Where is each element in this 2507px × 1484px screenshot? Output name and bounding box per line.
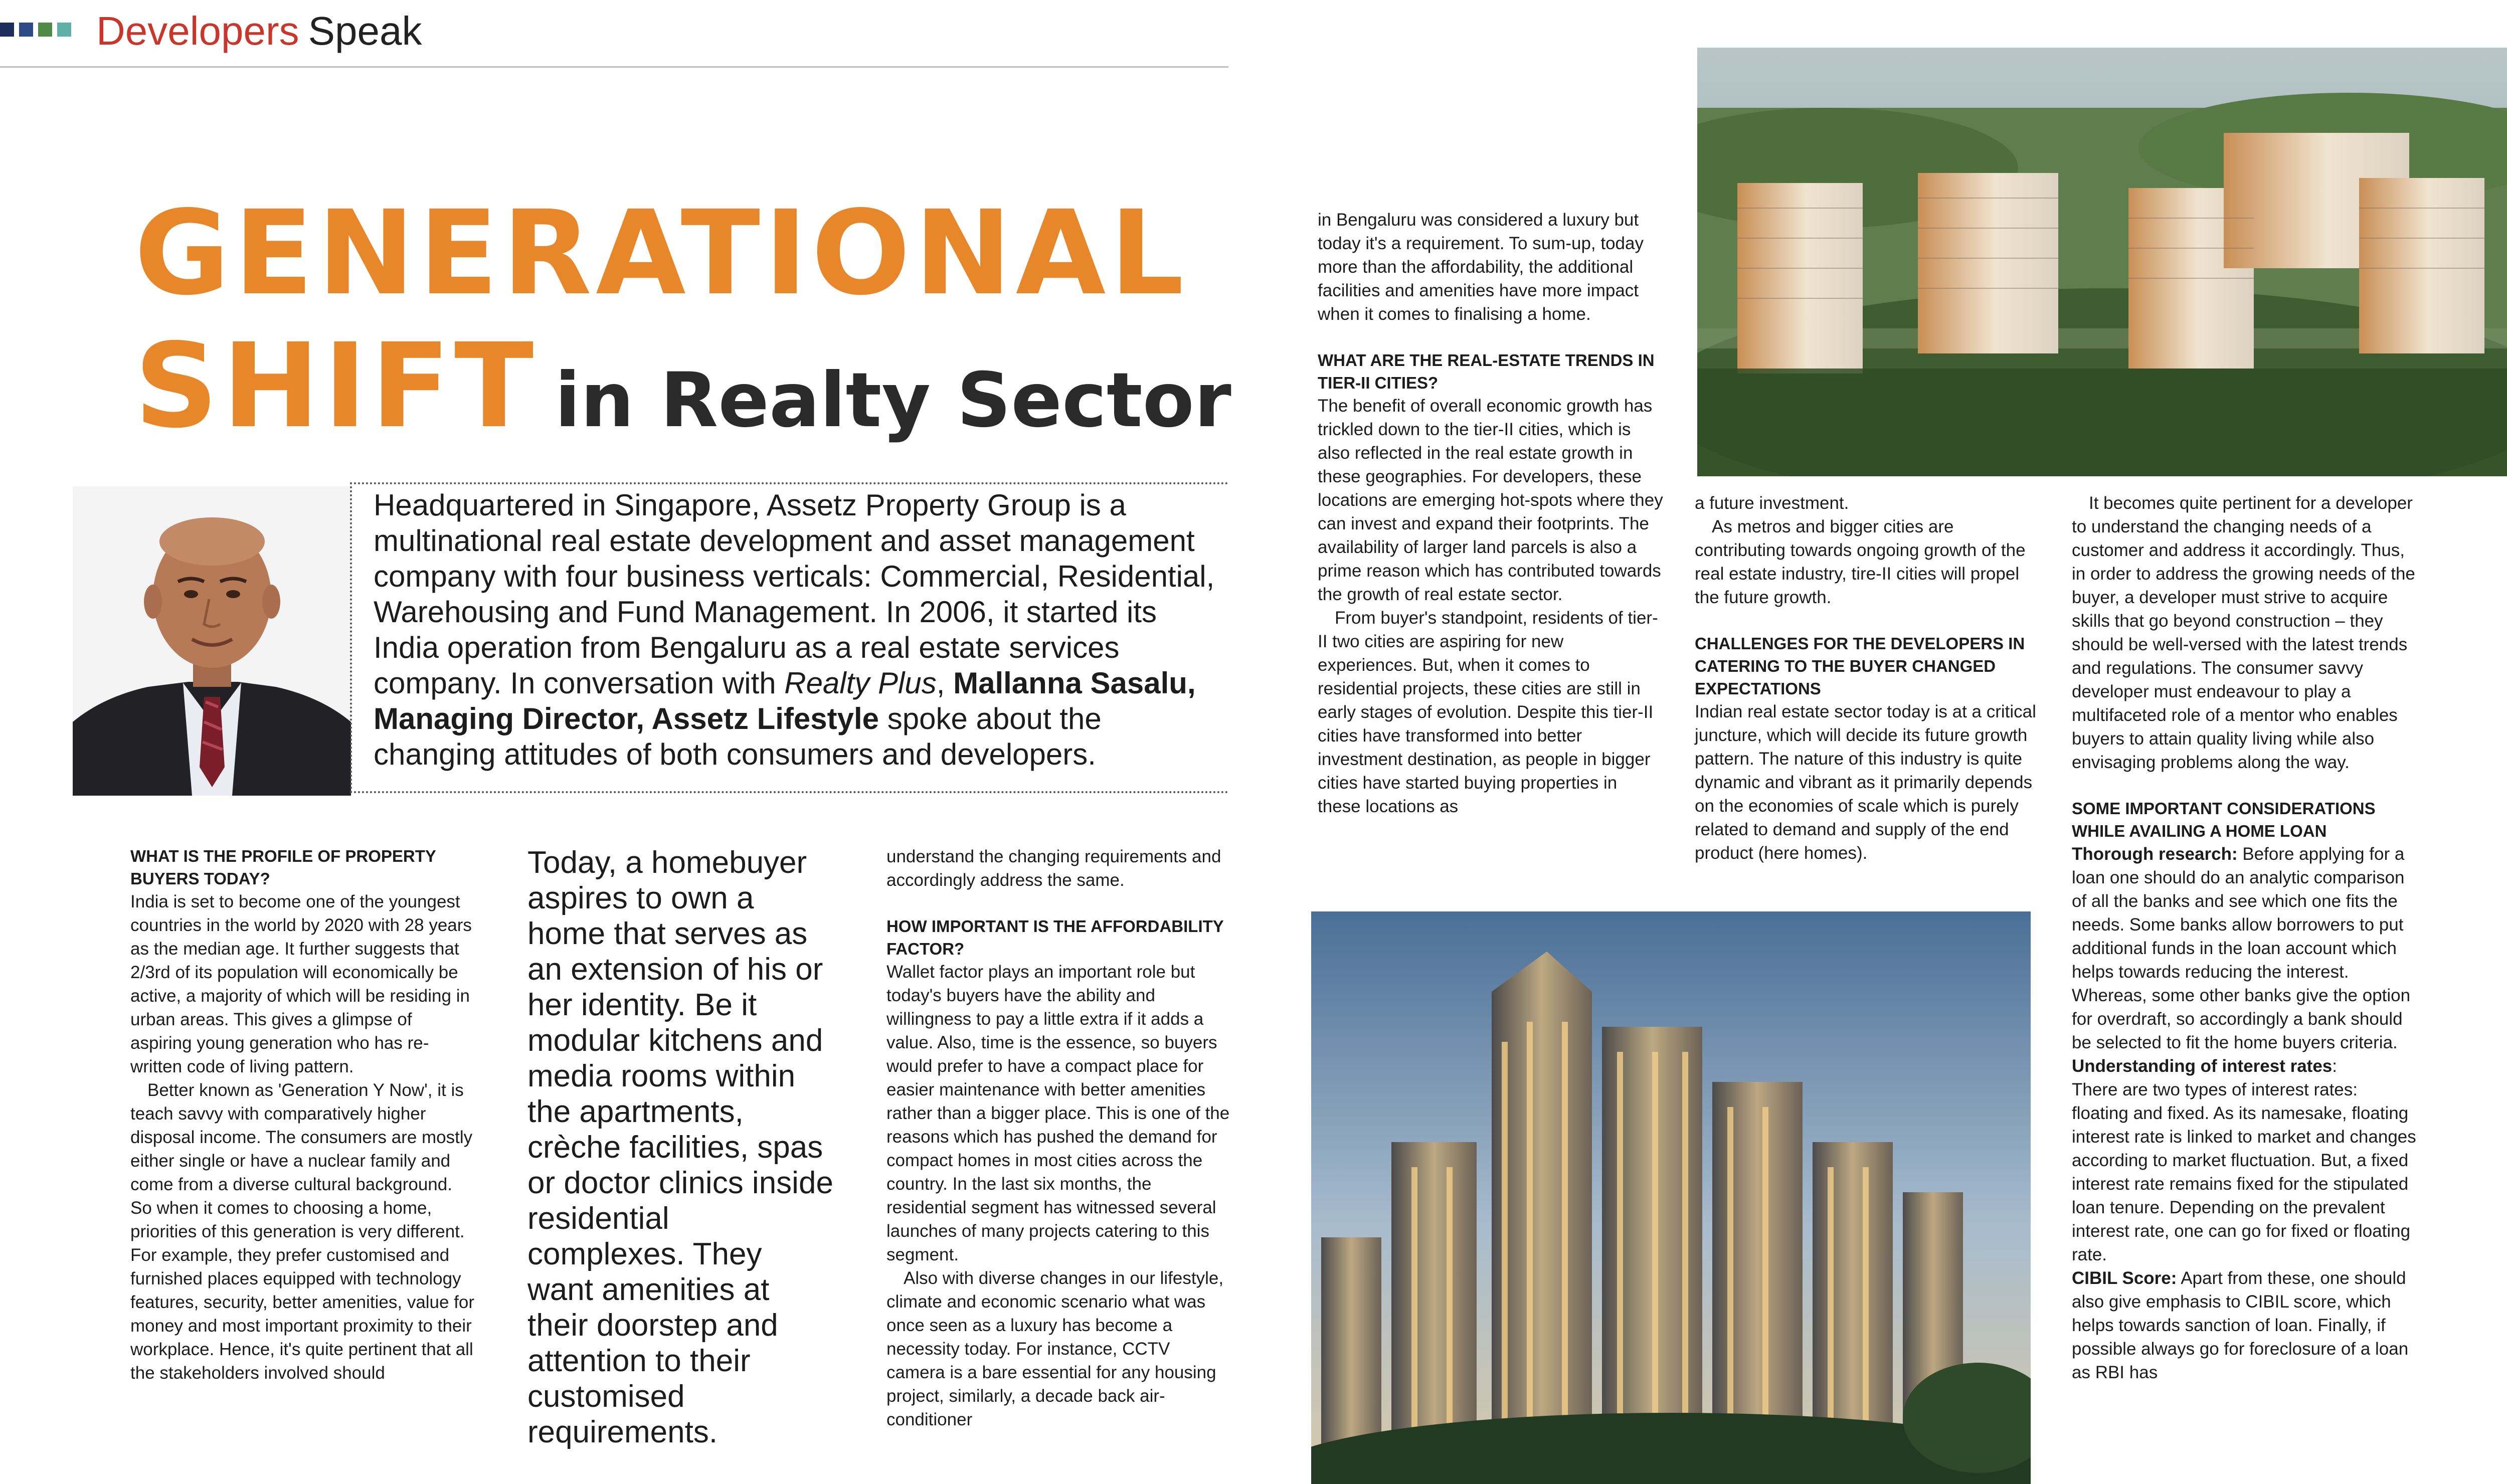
- square-1: [0, 23, 14, 37]
- aerial-township-photo: [1697, 48, 2507, 476]
- paragraph: From buyer's standpoint, residents of tier-II two cities are aspiring for new experiences. But, when it comes to residential projects, these cities are still in early stages of evolution. Despite this tier-II cities have transformed into better investment destination, as people in bigger cities have started buying properties in these locations as: [1318, 608, 1658, 816]
- paragraph: a future investment.: [1695, 493, 1849, 513]
- paragraph: in Bengaluru was considered a luxury but today it's a requirement. To sum-up, today more than the affordability, the additional facilities and amenities have more impact when it comes to finalising a home.: [1318, 210, 1644, 324]
- paragraph: Wallet factor plays an important role but today's buyers have the ability and willingness to pay a little extra if it adds a value. Also, time is the essence, so buyers would prefer to have a compact place for easier maintenance with better amenities rather than a bigger place. This is one of the reasons which has pushed the demand for compact homes in most cities across the country. In the last six months, the residential segment has witnessed several launches of many projects catering to this segment.: [886, 962, 1230, 1264]
- section-label-secondary: Speak: [308, 9, 422, 53]
- headline-subtitle: in Realty Sector: [555, 357, 1231, 444]
- article-column-6: [2072, 491, 2418, 1384]
- paragraph: Also with diverse changes in our lifestyle, climate and economic scenario what was once seen as a luxury has become a necessity today. For instance, CCTV camera is a bare essential for any housing project, similarly, a decade back air-conditioner: [886, 1268, 1224, 1429]
- intro-text-3: spoke about the changing attitudes of both consumers and developers.: [374, 702, 1102, 771]
- runin-cibil: CIBIL Score:: [2072, 1268, 2177, 1288]
- square-4: [57, 23, 71, 37]
- question-home-loan: SOME IMPORTANT CONSIDERATIONS WHILE AVAILING A HOME LOAN: [2072, 799, 2376, 840]
- cibil-text: Apart from these, one should also give emphasis to CIBIL score, which helps towards sanction of loan. Finally, if possible always go for foreclosure of a loan as RBI has: [2072, 1268, 2409, 1382]
- paragraph: As metros and bigger cities are contributing towards ongoing growth of the real estate industry, tire-II cities will propel the future growth.: [1695, 517, 2026, 607]
- headline-shift: SHIFT: [134, 318, 538, 454]
- article-column-4: [1318, 208, 1664, 818]
- intro-interviewee: Mallanna Sasalu, Managing Director, Assetz Lifestyle: [374, 666, 1196, 735]
- paragraph: The benefit of overall economic growth has trickled down to the tier-II cities, which is also reflected in the real estate growth in these geographies. For developers, these locations are emerging hot-spots where they can invest and expand their footprints. The availability of larger land parcels is also a prime reason which has contributed towards the growth of real estate sector.: [1318, 396, 1663, 604]
- headline-line2: [134, 318, 1231, 454]
- research-text: Before applying for a loan one should do an analytic comparison of all the banks and see which one fits the needs. Some banks allow borrowers to put additional funds in the loan account which helps towards reducing the interest. Whereas, some other banks give the option for overdraft, so accordingly a bank should be selected to fit the home buyers criteria.: [2072, 844, 2411, 1052]
- question-tier-ii: WHAT ARE THE REAL-ESTATE TRENDS IN TIER-II CITIES?: [1318, 351, 1655, 392]
- interest-colon: :: [2332, 1056, 2337, 1076]
- paragraph: [2072, 842, 2418, 1054]
- article-column-5: [1695, 491, 2041, 865]
- paragraph: [2072, 1266, 2418, 1384]
- paragraph: India is set to become one of the youngest countries in the world by 2020 with 28 years as the median age. It further suggests that 2/3rd of its population will economically be active, a majority of which will be residing in urban areas. This gives a glimpse of aspiring young generation who has re-written code of living pattern.: [130, 892, 472, 1076]
- pull-quote: Today, a homebuyer aspires to own a home that serves as an extension of his or her identity. Be it modular kitchens and media rooms within the apartments, crèche facilities, spas or doctor clinics inside residential complexes. They want amenities at their doorstep and attention to their customised requirements.: [527, 845, 833, 1449]
- question-affordability: HOW IMPORTANT IS THE AFFORDABILITY FACTOR?: [886, 917, 1224, 958]
- square-3: [38, 23, 52, 37]
- paragraph: Indian real estate sector today is at a critical juncture, which will decide its future growth pattern. The nature of this industry is quite dynamic and vibrant as it primarily depends on the economies of scale which is purely related to demand and supply of the end product (here homes).: [1695, 702, 2036, 863]
- intro-publication: Realty Plus: [784, 666, 937, 700]
- section-squares: [0, 23, 71, 37]
- question-challenges: CHALLENGES FOR THE DEVELOPERS IN CATERING TO THE BUYER CHANGED EXPECTATIONS: [1695, 634, 2025, 698]
- runin-research: Thorough research:: [2072, 844, 2238, 864]
- intro-paragraph: [374, 487, 1216, 772]
- article-column-1: [130, 845, 476, 1385]
- section-label: [96, 6, 422, 56]
- header-divider: [0, 66, 1228, 68]
- paragraph: [2072, 1054, 2418, 1078]
- runin-interest: Understanding of interest rates: [2072, 1056, 2333, 1076]
- headline-line1: GENERATIONAL: [134, 186, 1188, 321]
- intro-text-2: ,: [936, 666, 954, 700]
- article-column-3: [886, 845, 1232, 1431]
- paragraph: Better known as 'Generation Y Now', it is teach savvy with comparatively higher disposal income. The consumers are mostly either single or have a nuclear family and come from a diverse cultural background. So when it comes to choosing a home, priorities of this generation is very different. For example, they prefer customised and furnished places equipped with technology features, security, better amenities, value for money and most important proximity to their workplace. Hence, it's quite pertinent that all the stakeholders involved should: [130, 1080, 475, 1383]
- highrise-towers-photo: [1311, 911, 2031, 1484]
- paragraph: understand the changing requirements and accordingly address the same.: [886, 847, 1221, 890]
- square-2: [19, 23, 33, 37]
- paragraph: It becomes quite pertinent for a developer to understand the changing needs of a customer and address it accordingly. Thus, in order to address the growing needs of the buyer, a developer must strive to acquire skills that go beyond construction – they should be well-versed with the latest trends and regulations. The consumer savvy developer must endeavour to play a multifaceted role of a mentor who enables buyers to attain quality living while also envisaging problems along the way.: [2072, 493, 2415, 772]
- section-label-primary: Developers: [96, 9, 299, 53]
- intro-text-1: Headquartered in Singapore, Assetz Property Group is a multinational real estate development and asset management company with four business verticals: Commercial, Residential, Warehousing and Fund Management. In 2006, it started its India operation from Bengaluru as a real estate services company. In conversation with: [374, 488, 1215, 700]
- paragraph: There are two types of interest rates: floating and fixed. As its namesake, floating interest rate is linked to market and changes according to market fluctuation. But, a fixed interest rate remains fixed for the stipulated loan tenure. Depending on the prevalent interest rate, one can go for fixed or floating rate.: [2072, 1080, 2416, 1264]
- question-profile: WHAT IS THE PROFILE OF PROPERTY BUYERS TODAY?: [130, 847, 436, 888]
- portrait-photo: [73, 486, 351, 796]
